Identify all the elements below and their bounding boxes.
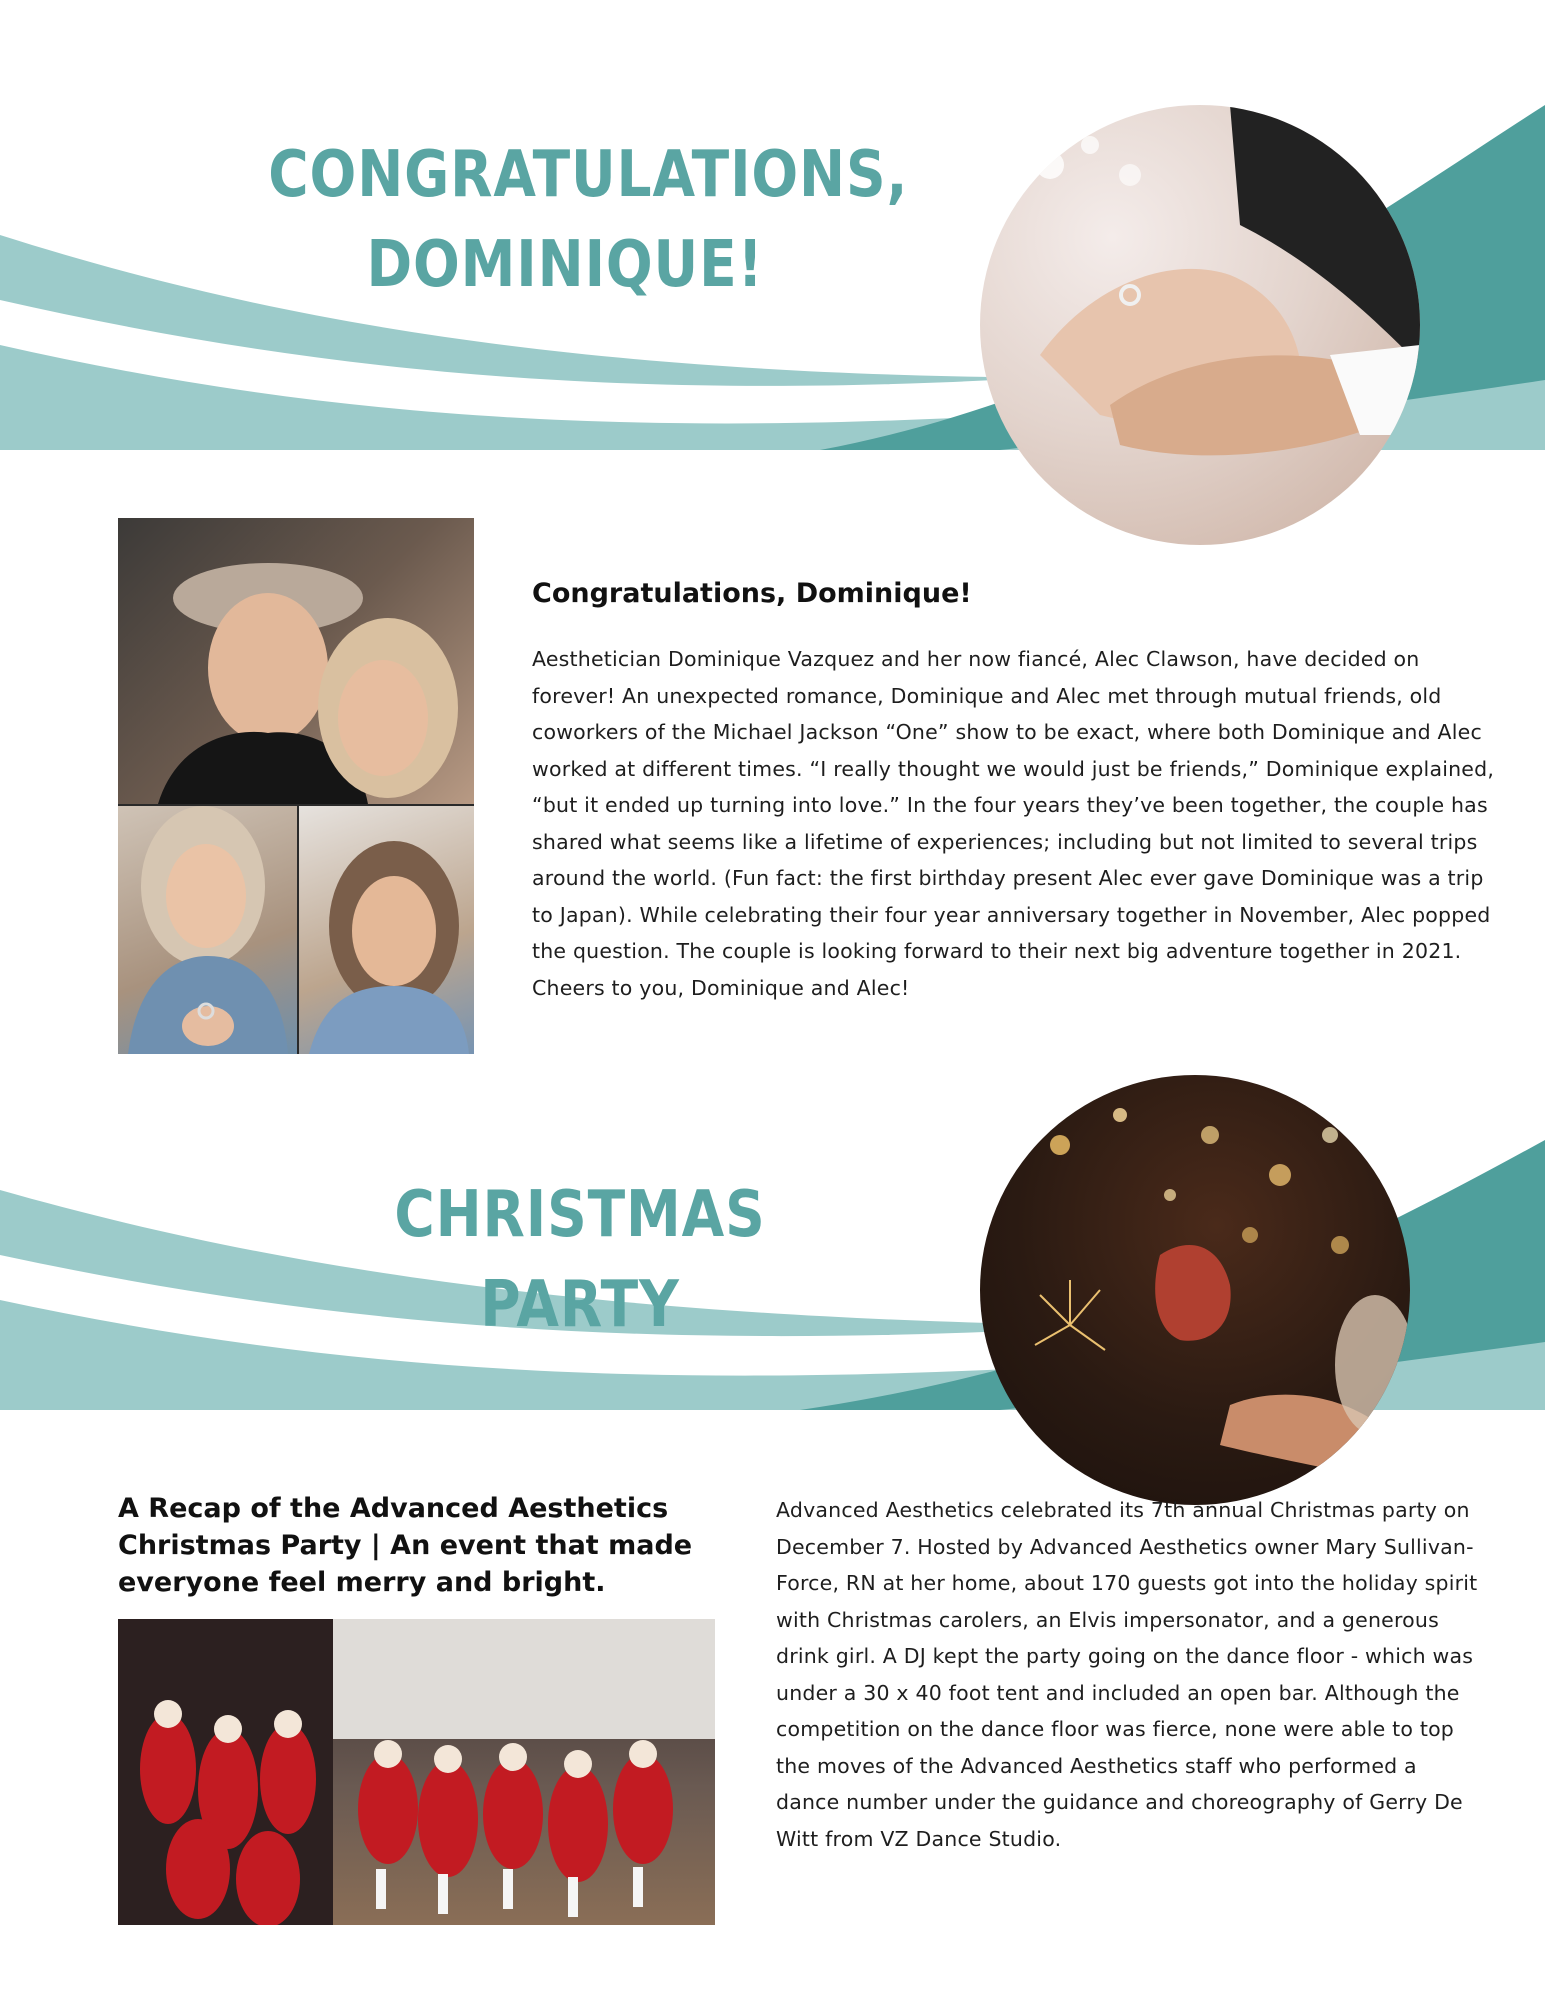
- engagement-banner: [0, 0, 1545, 450]
- sparklers-illustration: [980, 1075, 1410, 1505]
- couple-selfie-photo: [118, 518, 474, 804]
- engagement-heading: Congratulations, Dominique!: [532, 578, 972, 609]
- couple-illustration: [118, 518, 474, 804]
- banner-title-line2: DOMINIQUE!: [366, 228, 764, 302]
- ring-hands-illustration: [980, 105, 1420, 545]
- christmas-body: Advanced Aesthetics celebrated its 7th annual Christmas party on December 7. Hosted by Advanced Aesthetics owner Mary Sullivan-Force, RN at her home, about 170 guests got into the holiday spirit with Christmas carolers, an Elvis impersonator, and a generous drink girl. A DJ kept the party going on the dance floor - which was under a 30 x 40 foot tent and included an open bar. Although the competition on the dance floor was fierce, none were able to top the moves of the Advanced Aesthetics staff who performed a dance number under the guidance and choreography of Gerry De Witt from VZ Dance Studio.: [776, 1498, 1478, 1851]
- ring-hands-photo: [980, 105, 1420, 545]
- christmas-banner-title: CHRISTMAS PARTY: [394, 1178, 766, 1342]
- banner-title: [268, 130, 909, 310]
- portrait-illustration: [299, 806, 474, 1054]
- banner-title-line1: CONGRATULATIONS,: [268, 138, 909, 212]
- engagement-photo-collage: [118, 518, 474, 1054]
- engagement-body: Aesthetician Dominique Vazquez and her now fiancé, Alec Clawson, have decided on forever! An unexpected romance, Dominique and Alec met through mutual friends, old coworkers of the Michael Jackson “One” show to be exact, where both Dominique and Alec worked at different times. “I really thought we would just be friends,” Dominique explained, “but it ended up turning into love.” In the four years they’ve been together, the couple has shared what seems like a lifetime of experiences; including but not limited to several trips around the world. (Fun fact: the first birthday present Alec ever gave Dominique was a trip to Japan). While celebrating their four year anniversary together in November, Alec popped the question. The couple is looking forward to their next big adventure together in 2021. Cheers to you, Dominique and Alec!: [532, 647, 1495, 1000]
- sparklers-photo: [980, 1075, 1410, 1505]
- dancers-illustration: [118, 1619, 715, 1925]
- ring-reveal-photo: [118, 806, 297, 1054]
- ring-reveal-illustration: [118, 806, 297, 1054]
- christmas-heading: A Recap of the Advanced Aesthetics Christmas Party | An event that made everyone feel merry and bright.: [118, 1493, 693, 1598]
- christmas-banner: [0, 1060, 1545, 1410]
- christmas-party-photo: [118, 1619, 715, 1925]
- dominique-portrait-photo: [299, 806, 474, 1054]
